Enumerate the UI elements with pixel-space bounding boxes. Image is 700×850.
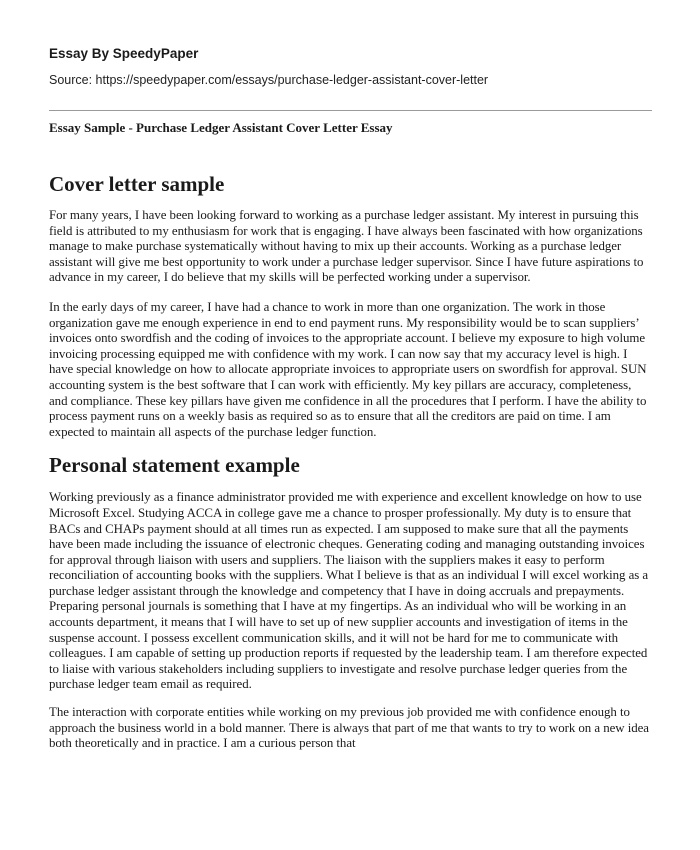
essay-title: Essay Sample - Purchase Ledger Assistant Cover Letter Essay [49,120,393,135]
paragraph: For many years, I have been looking forward to working as a purchase ledger assistant. My interest in pursuing this field is attributed to my enthusiasm for work that is engaging. I have always been fascinated with how organizations manage to make purchase systematically without having to mix up their accounts. Working as a purchase ledger assistant will give me best opportunity to work under a purchase ledger supervisor. Since I have future aspirations to advance in my career, I do believe that my skills will be perfected working under a supervisor. [49,208,644,285]
source-line: Source: https://speedypaper.com/essays/purchase-ledger-assistant-cover-letter [49,73,489,87]
paragraph: In the early days of my career, I have had a chance to work in more than one organization. The work in those organization gave me enough experience in end to end payment runs. My responsibility would be to scan suppliers’ invoices onto swordfish and the coding of invoices to the appropriate account. I believe my exposure to high volume invoicing processing equipped me with confidence with my work. I can now say that my accuracy level is high. I have special knowledge on how to allocate appropriate invoices to appropriate users on swordfish for approval. SUN accounting system is the best software that I can work with efficiently. My key pillars are accuracy, completeness, and compliance. These key pillars have given me confidence in all the procedures that I perform. I have the ability to process payment runs on a weekly basis as required so as to ensure that all the creditors are paid on time. I am expected to maintain all aspects of the purchase ledger function. [49,299,647,439]
section-heading-cover-letter: Cover letter sample [49,172,225,196]
paragraph: The interaction with corporate entities while working on my previous job provided me with confidence enough to approach the business world in a bold manner. There is always that part of me that wants to try to work on a new idea both theoretically and in practice. I am a curious person that [49,705,649,751]
paragraph: Working previously as a finance administrator provided me with experience and excellent knowledge on how to use Microsoft Excel. Studying ACCA in college gave me a chance to prosper professionally. My duty is to ensure that BACs and CHAPs payment should at all times run as expected. I am supposed to make sure that all the payments have been made including the issuance of electronic cheques. Generating coding and managing outstanding invoices for approval through liaison with users and suppliers. The liaison with the suppliers makes it easy to perform reconciliation of accounting books with the suppliers. What I believe is that as an individual I will excel working as a purchase ledger assistant through the knowledge and competency that I have in doing accruals and prepayments. Preparing personal journals is something that I have at my fingertips. As an individual who will be working in an accounts department, it means that I will have to set up of new supplier accounts and investigation of items in the suspense account. I possess excellent communication skills, and it will not be hard for me to communicate with colleagues. I am capable of setting up production reports if requested by the leadership team. I am therefore expected to liaise with various stakeholders including suppliers to investigate and resolve purchase ledger queries from the purchase ledger team email as required. [49,490,649,692]
section-heading-personal-statement: Personal statement example [49,453,300,478]
site-title: Essay By SpeedyPaper [49,46,199,61]
